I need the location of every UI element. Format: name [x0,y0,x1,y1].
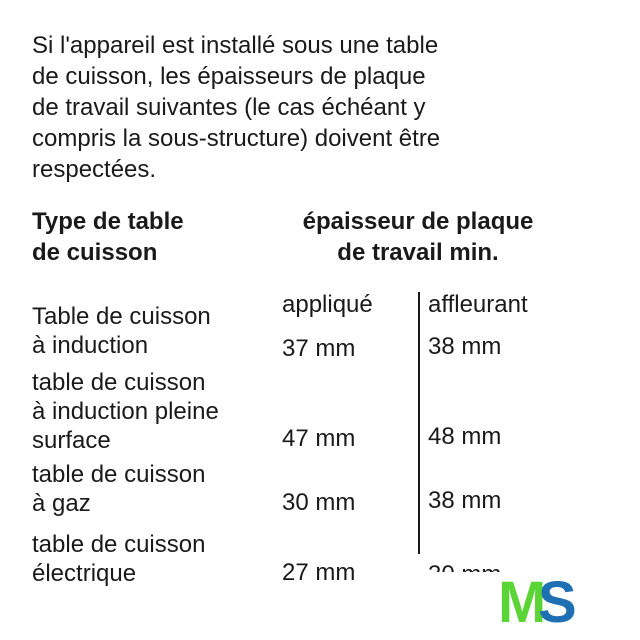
logo-letter-s: S [538,572,577,628]
row-value-flush: 38 mm [428,333,502,360]
subheader-applied: appliqué [282,291,373,318]
row-value-applied: 37 mm [282,335,356,362]
intro-line: compris la sous-structure) doivent être [32,125,441,152]
intro-paragraph [32,30,532,185]
subheader-flush: affleurant [428,291,528,318]
intro-line: de cuisson, les épaisseurs de plaque [32,63,426,90]
row-label-induction-full-surface: table de cuisson à induction pleine surface [32,369,219,454]
column-header-hob-type: Type de table de cuisson [32,208,184,266]
row-value-applied: 47 mm [282,425,356,452]
row-value-flush: 48 mm [428,423,502,450]
intro-line: de travail suivantes (le cas échéant y [32,94,426,121]
row-value-flush: 38 mm [428,487,502,514]
logo-letter-m: M [498,572,547,628]
intro-line: Si l'appareil est installé sous une table [32,32,439,59]
ms-logo-icon [498,572,582,628]
column-divider [418,292,420,554]
row-value-applied: 30 mm [282,489,356,516]
row-label-gas: table de cuisson à gaz [32,461,206,517]
column-header-min-thickness: épaisseur de plaque de travail min. [302,208,534,266]
row-value-applied: 27 mm [282,559,356,586]
row-label-electric: table de cuisson électrique [32,531,206,587]
row-label-induction: Table de cuisson à induction [32,303,211,359]
intro-line: respectées. [32,156,157,183]
